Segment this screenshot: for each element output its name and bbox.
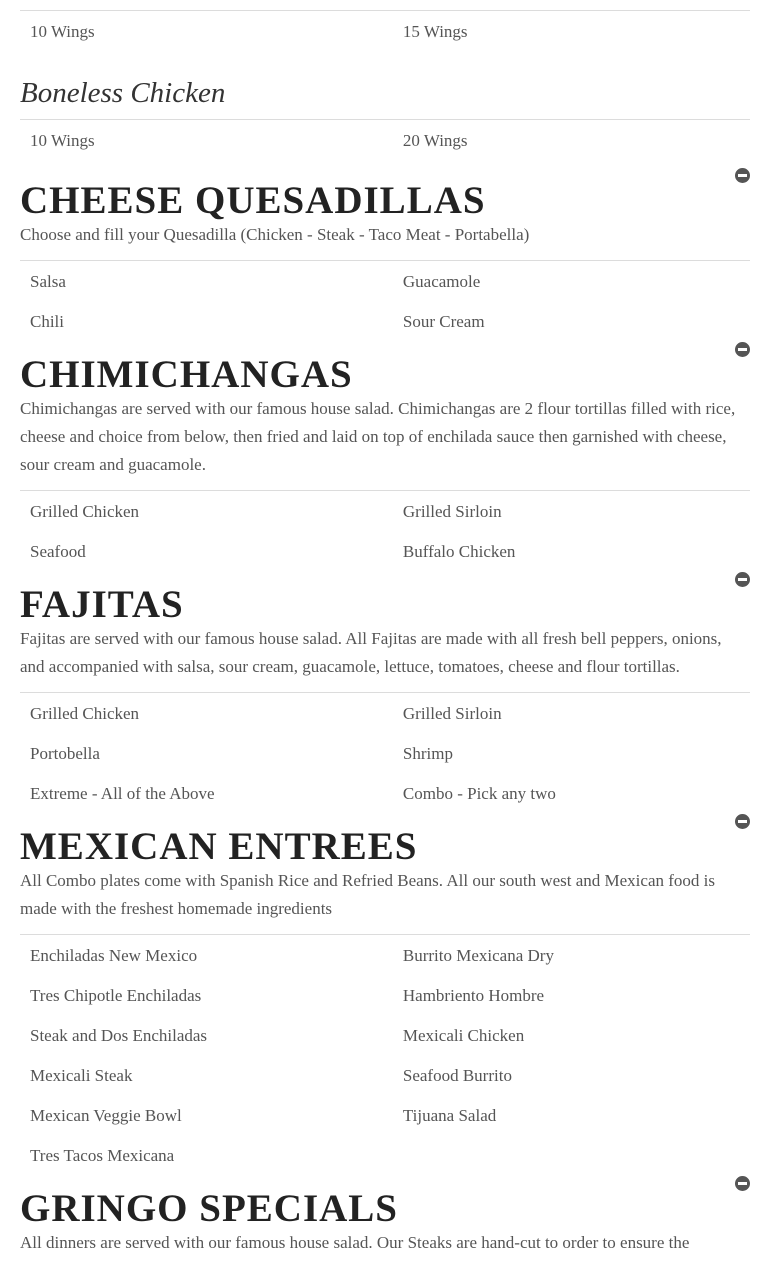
section-title: CHIMICHANGAS (20, 353, 353, 396)
fajitas-section (20, 583, 750, 814)
collapse-icon[interactable] (735, 814, 750, 829)
section-header (20, 583, 750, 627)
section-description: All Combo plates come with Spanish Rice and Refried Beans. All our south west and Mexican food is made with the freshest homemade ingredients (20, 871, 715, 918)
menu-item[interactable]: Seafood (30, 542, 86, 561)
fajitas-items (20, 693, 750, 814)
section-description: Fajitas are served with our famous house salad. All Fajitas are made with all fresh bell peppers, onions, and accompanied with salsa, sour cream, guacamole, lettuce, tomatoes, cheese and flour tortillas. (20, 629, 722, 676)
menu-item[interactable]: 10 Wings (30, 22, 95, 41)
menu-item[interactable]: Grilled Chicken (30, 704, 140, 723)
section-header (20, 179, 750, 223)
quesadillas-items (20, 261, 750, 342)
menu-item[interactable]: Combo - Pick any two (402, 784, 556, 803)
menu-page (20, 0, 750, 1268)
collapse-icon[interactable] (735, 1176, 750, 1191)
menu-item[interactable]: Sour Cream (402, 312, 485, 331)
menu-item[interactable]: Chili (30, 312, 65, 331)
section-title: GRINGO SPECIALS (20, 1187, 398, 1230)
menu-item[interactable] (393, 1136, 750, 1176)
menu-item[interactable]: 10 Wings (30, 131, 95, 150)
section-description: Chimichangas are served with our famous house salad. Chimichangas are 2 flour tortillas filled with rice, cheese and choice from below, then fried and laid on top of enchilada sauce then garnished with cheese, sour cream and guacamole. (20, 399, 736, 474)
wings-items (20, 11, 750, 52)
menu-item[interactable]: Tres Tacos Mexicana (30, 1146, 175, 1165)
section-title: CHEESE QUESADILLAS (20, 179, 486, 222)
menu-row (20, 734, 750, 774)
menu-row (20, 262, 750, 302)
collapse-icon[interactable] (735, 168, 750, 183)
menu-row (20, 774, 750, 814)
section-description: All dinners are served with our famous house salad. Our Steaks are hand-cut to order to ensure the (20, 1233, 690, 1252)
section-title: FAJITAS (20, 583, 184, 626)
menu-item[interactable]: Guacamole (402, 272, 481, 291)
menu-item[interactable]: Enchiladas New Mexico (30, 946, 198, 965)
subsection-title: Boneless Chicken (20, 77, 226, 109)
quesadillas-section (20, 179, 750, 342)
menu-row (20, 936, 750, 976)
section-description: Choose and fill your Quesadilla (Chicken - Steak - Taco Meat - Portabella) (20, 225, 530, 244)
menu-item[interactable]: Buffalo Chicken (402, 542, 516, 561)
menu-item[interactable]: 15 Wings (402, 22, 468, 41)
menu-row (20, 1136, 750, 1176)
menu-item[interactable]: Extreme - All of the Above (30, 784, 215, 803)
collapse-icon[interactable] (735, 342, 750, 357)
menu-item[interactable]: Mexican Veggie Bowl (30, 1106, 182, 1125)
menu-item[interactable]: Burrito Mexicana Dry (402, 946, 554, 965)
gringo-specials-section (20, 1187, 750, 1268)
menu-item[interactable]: Grilled Chicken (30, 502, 140, 521)
menu-item[interactable]: Shrimp (402, 744, 453, 763)
menu-item[interactable]: Mexicali Chicken (402, 1026, 525, 1045)
menu-item[interactable]: Tijuana Salad (402, 1106, 497, 1125)
menu-item[interactable]: Mexicali Steak (30, 1066, 133, 1085)
menu-item[interactable]: Grilled Sirloin (402, 502, 502, 521)
menu-row (20, 492, 750, 532)
menu-item[interactable]: Portobella (30, 744, 100, 763)
section-header (20, 1187, 750, 1231)
menu-row (20, 12, 750, 52)
section-header (20, 825, 750, 869)
menu-row (20, 532, 750, 572)
wings-section (20, 10, 750, 161)
chimichangas-section (20, 353, 750, 572)
menu-row (20, 1056, 750, 1096)
menu-item[interactable]: Hambriento Hombre (402, 986, 545, 1005)
mexican-entrees-items (20, 935, 750, 1176)
boneless-items (20, 120, 750, 161)
menu-item[interactable]: Seafood Burrito (402, 1066, 512, 1085)
menu-item[interactable]: Salsa (30, 272, 66, 291)
menu-row (20, 1096, 750, 1136)
menu-row (20, 976, 750, 1016)
menu-item[interactable]: Grilled Sirloin (402, 704, 502, 723)
menu-row (20, 302, 750, 342)
menu-row (20, 121, 750, 161)
menu-item[interactable]: Steak and Dos Enchiladas (30, 1026, 208, 1045)
menu-row (20, 1016, 750, 1056)
menu-row (20, 694, 750, 734)
collapse-icon[interactable] (735, 572, 750, 587)
chimichangas-items (20, 491, 750, 572)
section-header (20, 353, 750, 397)
mexican-entrees-section (20, 825, 750, 1176)
menu-item[interactable]: 20 Wings (402, 131, 468, 150)
menu-item[interactable]: Tres Chipotle Enchiladas (30, 986, 202, 1005)
section-title: MEXICAN ENTREES (20, 825, 418, 868)
